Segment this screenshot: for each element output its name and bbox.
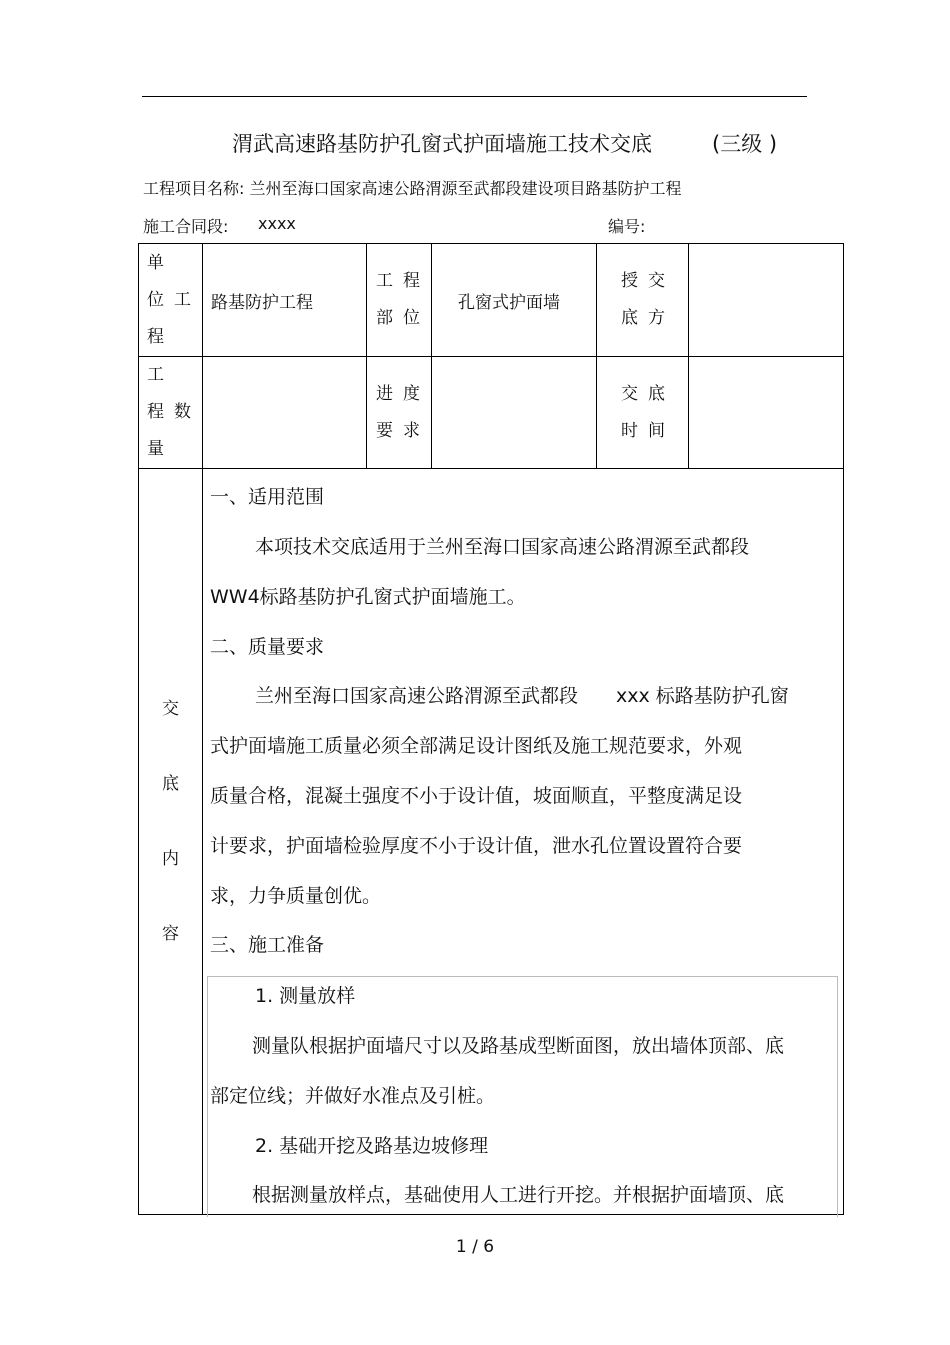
subsection-1-paragraph-line-1: 测量队根据护面墙尺寸以及路基成型断面图，放出墙体顶部、底 xyxy=(252,1035,785,1057)
progress-requirement-label: 进 度 要 求 xyxy=(367,357,432,469)
disclosure-giver-label: 授 交 底 方 xyxy=(597,244,689,357)
disclosure-content-label: 交 底 内 容 xyxy=(139,469,203,1215)
section-2-paragraph-line-3: 质量合格，混凝土强度不小于设计值，坡面顺直，平整度满足设 xyxy=(210,785,743,807)
unit-project-value: 路基防护工程 xyxy=(203,244,367,357)
section-2-paragraph-line-4: 计要求，护面墙检验厚度不小于设计值，泄水孔位置设置符合要 xyxy=(210,835,743,857)
disclosure-time-value xyxy=(689,357,844,469)
project-name xyxy=(143,176,682,199)
header-rule xyxy=(142,96,807,97)
serial-number-label: 编号: xyxy=(608,217,646,236)
subsection-2-paragraph-line-1: 根据测量放样点，基础使用人工进行开挖。并根据护面墙顶、底 xyxy=(252,1184,785,1206)
section-3-heading: 三、施工准备 xyxy=(210,934,325,956)
subsection-2-heading: 2. 基础开挖及路基边坡修理 xyxy=(255,1135,489,1157)
project-name-value: 兰州至海口国家高速公路渭源至武都段建设项目路基防护工程 xyxy=(249,179,682,198)
progress-requirement-value xyxy=(432,357,597,469)
section-2-paragraph-line-2: 式护面墙施工质量必须全部满足设计图纸及施工规范要求，外观 xyxy=(210,735,743,757)
project-part-value: 孔窗式护面墙 xyxy=(432,244,597,357)
document-level: (三级 ) xyxy=(712,132,778,156)
page-number: 1 / 6 xyxy=(455,1237,495,1257)
disclosure-time-label: 交 底 时 间 xyxy=(597,357,689,469)
project-name-label: 工程项目名称: xyxy=(143,179,245,198)
section-2-paragraph-line-5: 求，力争质量创优。 xyxy=(210,885,382,907)
contract-section-label: 施工合同段: xyxy=(143,217,229,236)
project-part-label: 工 程 部 位 xyxy=(367,244,432,357)
section-1-paragraph-line-2: WW4标路基防护孔窗式护面墙施工。 xyxy=(210,586,526,608)
project-quantity-label: 工 程 数 量 xyxy=(139,357,203,469)
subsection-1-paragraph-line-2: 部定位线；并做好水准点及引桩。 xyxy=(210,1085,496,1107)
section-1-heading: 一、适用范围 xyxy=(210,486,325,508)
project-quantity-value xyxy=(203,357,367,469)
disclosure-giver-value xyxy=(689,244,844,357)
section-2-heading: 二、质量要求 xyxy=(210,636,325,658)
section-1-paragraph-line-1: 本项技术交底适用于兰州至海口国家高速公路渭源至武都段 xyxy=(255,536,750,558)
contract-section-value: xxxx xyxy=(258,214,296,233)
document-title: 渭武高速路基防护孔窗式护面墙施工技术交底 xyxy=(232,132,652,156)
unit-project-label: 单 位 工 程 xyxy=(139,244,203,357)
subsection-1-heading: 1. 测量放样 xyxy=(255,985,356,1007)
section-2-paragraph-line-1: 兰州至海口国家高速公路渭源至武都段 xxx 标路基防护孔窗 xyxy=(255,685,789,707)
